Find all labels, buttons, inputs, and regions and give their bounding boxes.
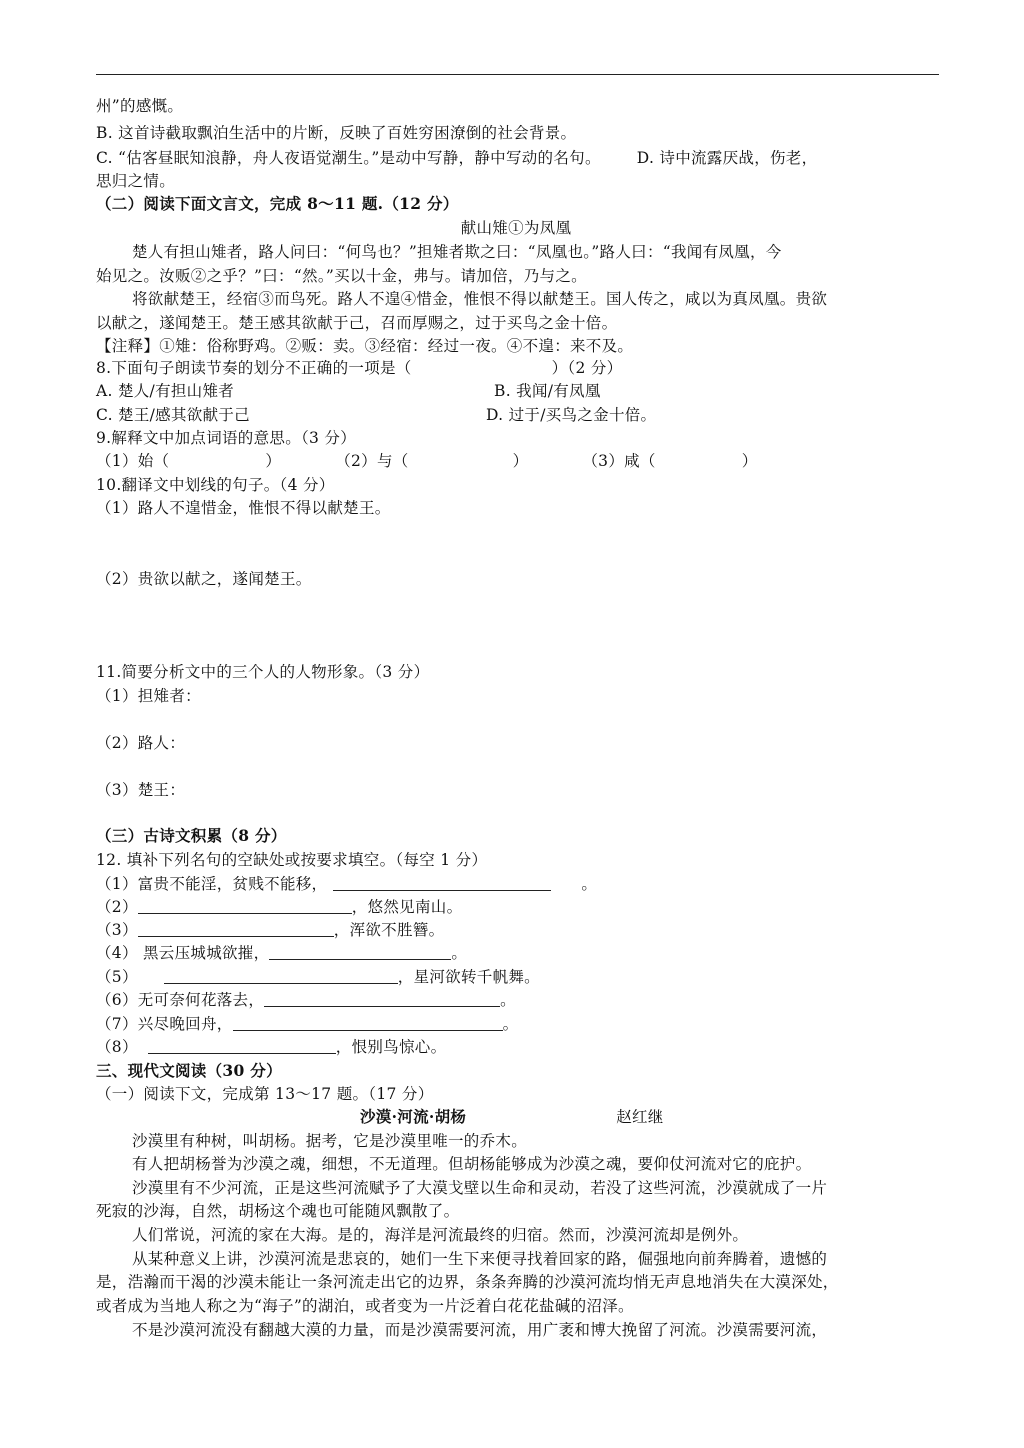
text-line: 思归之情。 <box>96 172 176 190</box>
annotation: 【注释】①雉：俗称野鸡。②贩：卖。③经宿：经过一夜。④不遑：来不及。 <box>96 337 634 355</box>
fill-line <box>96 943 936 963</box>
question-11-part: （3）楚王： <box>96 781 186 799</box>
question-10-part: （1）路人不遑惜金，惟恨不得以献楚王。 <box>96 499 391 517</box>
essay-paragraph: 沙漠里有种树，叫胡杨。据考，它是沙漠里唯一的乔木。 <box>132 1132 528 1150</box>
question-11-part: （1）担雉者： <box>96 687 201 705</box>
essay-author: 赵红继 <box>616 1108 664 1126</box>
essay-paragraph: 人们常说，河流的家在大海。是的，海洋是河流最终的归宿。然而，沙漠河流却是例外。 <box>132 1226 749 1244</box>
question-text: 8.下面句子朗读节奏的划分不正确的一项是（ <box>96 359 412 377</box>
answer-close: ） <box>741 452 758 470</box>
fill-prompt: （2） <box>96 898 138 916</box>
option-d: D. 诗中流露厌战，伤老， <box>636 149 818 167</box>
section-heading: （二）阅读下面文言文，完成 8～11 题.（12 分） <box>96 194 459 213</box>
essay-title-line <box>360 1107 760 1127</box>
answer-label: （2）与（ <box>335 452 409 470</box>
question-8-options <box>96 381 936 401</box>
sub-section-heading: （一）阅读下文，完成第 13～17 题。（17 分） <box>96 1085 434 1103</box>
header-rule <box>96 74 939 75</box>
question-8-options <box>96 405 936 425</box>
question-points: ）（2 分） <box>551 359 623 377</box>
answer-blank[interactable] <box>233 1016 503 1031</box>
essay-paragraph: 死寂的沙海，自然，胡杨这个魂也可能随风飘散了。 <box>96 1202 460 1220</box>
fill-prompt: （4） 黑云压城城欲摧， <box>96 944 270 962</box>
question-11-part: （2）路人： <box>96 734 186 752</box>
answer-blank[interactable] <box>148 1039 336 1054</box>
answer-blank[interactable] <box>333 876 551 891</box>
passage-paragraph: 楚人有担山雉者，路人问曰：“何鸟也？”担雉者欺之曰：“凤凰也。”路人曰：“我闻有凤凰，今 <box>132 243 782 261</box>
fill-end: ，悠然见南山。 <box>351 898 463 916</box>
fill-end: 。 <box>451 944 468 962</box>
text-line: 州”的感慨。 <box>96 97 184 115</box>
fill-end: 。 <box>500 991 516 1009</box>
answer-label: （3）咸（ <box>582 452 656 470</box>
fill-line <box>96 920 936 940</box>
answer-label: （1）始（ <box>96 452 170 470</box>
answer-blank[interactable] <box>138 899 352 914</box>
fill-end: ，浑欲不胜簪。 <box>333 921 445 939</box>
question-9-answers <box>96 451 936 471</box>
option-c-d <box>96 148 936 168</box>
essay-paragraph: 从某种意义上讲，沙漠河流是悲哀的，她们一生下来便寻找着回家的路，倔强地向前奔腾着，遗憾的 <box>132 1250 828 1268</box>
essay-paragraph: 是，浩瀚而干渴的沙漠未能让一条河流走出它的边界，条条奔腾的沙漠河流均悄无声息地消失在大漠深处， <box>96 1273 839 1291</box>
question-12: 12. 填补下列名句的空缺处或按要求填空。（每空 1 分） <box>96 851 488 869</box>
essay-paragraph: 沙漠里有不少河流，正是这些河流赋予了大漠戈壁以生命和灵动，若没了这些河流，沙漠就成了一片 <box>132 1179 828 1197</box>
option-d: D. 过于/买鸟之金十倍。 <box>486 406 657 424</box>
option-c: C. 楚王/感其欲献于己 <box>96 406 250 424</box>
answer-blank[interactable] <box>264 992 500 1007</box>
option-b: B. 这首诗截取飘泊生活中的片断，反映了百姓穷困潦倒的社会背景。 <box>96 124 577 142</box>
fill-line <box>96 1037 936 1057</box>
fill-prompt: （1）富贵不能淫，贫贱不能移， <box>96 875 328 893</box>
question-10-part: （2）贵欲以献之，遂闻楚王。 <box>96 570 312 588</box>
passage-paragraph: 将欲献楚王，经宿③而鸟死。路人不遑④惜金，惟恨不得以献楚王。国人传之，咸以为真凤凰。贵欲 <box>132 290 828 308</box>
option-b: B. 我闻/有凤凰 <box>494 382 601 400</box>
fill-line <box>96 990 936 1010</box>
fill-end: 。 <box>502 1015 519 1033</box>
question-10: 10.翻译文中划线的句子。（4 分） <box>96 476 335 494</box>
fill-line <box>96 874 936 894</box>
passage-paragraph: 以献之，遂闻楚王。楚王感其欲献于己，召而厚赐之，过于买鸟之金十倍。 <box>96 314 618 332</box>
fill-prompt: （5） <box>96 968 138 986</box>
fill-prompt: （7）兴尽晚回舟， <box>96 1015 233 1033</box>
essay-paragraph: 有人把胡杨誉为沙漠之魂，细想，不无道理。但胡杨能够成为沙漠之魂，要仰仗河流对它的庇护。 <box>132 1155 812 1173</box>
essay-paragraph: 或者成为当地人称之为“海子”的湖泊，或者变为一片泛着白花花盐碱的沼泽。 <box>96 1297 634 1315</box>
question-11: 11.简要分析文中的三个人的人物形象。（3 分） <box>96 663 430 681</box>
section-heading: （三）古诗文积累（8 分） <box>96 826 287 845</box>
answer-blank[interactable] <box>138 922 334 937</box>
passage-paragraph: 始见之。汝贩②之乎？”曰：“然。”买以十金，弗与。请加倍，乃与之。 <box>96 267 587 285</box>
fill-line <box>96 1014 936 1034</box>
fill-line <box>96 897 936 917</box>
question-9: 9.解释文中加点词语的意思。（3 分） <box>96 429 357 447</box>
essay-title: 沙漠·河流·胡杨 <box>360 1107 467 1126</box>
passage-title: 献山雉①为凤凰 <box>460 219 572 237</box>
fill-end: ，星河欲转千帆舞。 <box>397 968 540 986</box>
answer-blank[interactable] <box>164 969 398 984</box>
option-c: C. “估客昼眠知浪静，舟人夜语觉潮生。”是动中写静，静中写动的名句。 <box>96 149 601 167</box>
fill-end: ，恨别鸟惊心。 <box>335 1038 447 1056</box>
essay-paragraph: 不是沙漠河流没有翻越大漠的力量，而是沙漠需要河流，用广袤和博大挽留了河流。沙漠需要河流， <box>132 1321 828 1339</box>
fill-line <box>96 967 936 987</box>
section-heading: 三、现代文阅读（30 分） <box>96 1061 282 1080</box>
option-a: A. 楚人/有担山雉者 <box>96 382 235 400</box>
fill-prompt: （3） <box>96 921 138 939</box>
fill-end: 。 <box>581 875 598 893</box>
question-8 <box>96 358 936 378</box>
fill-prompt: （6）无可奈何花落去， <box>96 991 265 1009</box>
answer-blank[interactable] <box>269 945 451 960</box>
answer-close: ） <box>512 452 529 470</box>
answer-close: ） <box>265 452 282 470</box>
fill-prompt: （8） <box>96 1038 138 1056</box>
